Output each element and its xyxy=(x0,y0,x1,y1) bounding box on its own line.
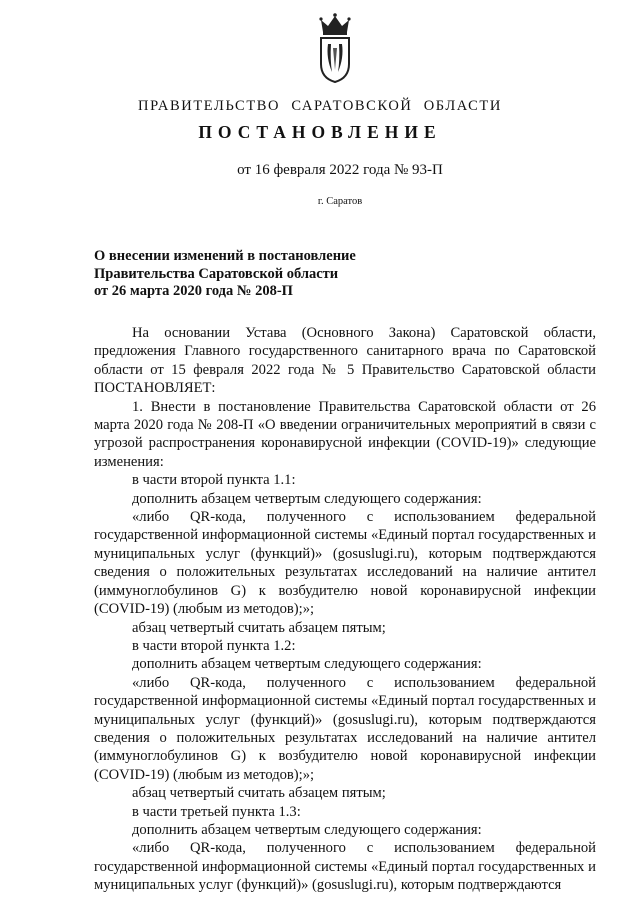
paragraph: абзац четвертый считать абзацем пятым; xyxy=(132,785,386,802)
date-number: от 16 февраля 2022 года № 93-П xyxy=(237,162,443,178)
document-subject xyxy=(94,248,454,301)
subject-line: от 26 марта 2020 года № 208-П xyxy=(94,283,293,299)
government-name: ПРАВИТЕЛЬСТВО САРАТОВСКОЙ ОБЛАСТИ xyxy=(138,98,502,114)
subject-line: Правительства Саратовской области xyxy=(94,265,339,282)
paragraph: «либо QR-кода, полученного с использованием федеральной государственной информационной системы «Единый портал государственных и муниципальных услуг (функций)» (gosuslugi.ru), которым подтверждаются xyxy=(94,840,596,894)
paragraph: 1. Внести в постановление Правительства Саратовской области от 26 марта 2020 года № 208-П «О введении ограничительных мероприятий в связи с угрозой распространения коронавирусной инфекции (COVID-19)» следующие изменения: xyxy=(94,398,596,470)
paragraph: «либо QR-кода, полученного с использованием федеральной государственной информационной системы «Единый портал государственных и муниципальных услуг (функций)» (gosuslugi.ru), которым подтверждаются сведения о положительных результатах исследований на наличие антител (иммуноглобулинов G) к возбудителю новой коронавирусной инфекции (COVID-19) (любым из методов);»; xyxy=(94,509,596,618)
paragraph: дополнить абзацем четвертым следующего содержания: xyxy=(132,490,482,507)
paragraph: абзац четвертый считать абзацем пятым; xyxy=(132,619,386,636)
paragraph: в части второй пункта 1.1: xyxy=(132,472,296,489)
paragraph: На основании Устава (Основного Закона) Саратовской области, предложения Главного государственного санитарного врача по Саратовской области от 15 февраля 2022 года № 5 Правительство Саратовской области ПОСТАНОВЛЯЕТ: xyxy=(94,325,596,397)
city: г. Саратов xyxy=(317,196,363,207)
document-body xyxy=(94,324,596,895)
paragraph: в части третьей пункта 1.3: xyxy=(132,803,301,820)
document-type: ПОСТАНОВЛЕНИЕ xyxy=(198,122,442,142)
paragraph: дополнить абзацем четвертым следующего содержания: xyxy=(132,821,482,838)
saratov-coat-of-arms-icon xyxy=(317,12,353,84)
paragraph: «либо QR-кода, полученного с использованием федеральной государственной информационной системы «Единый портал государственных и муниципальных услуг (функций)» (gosuslugi.ru), которым подтверждаются сведения о положительных результатах исследований на наличие антител (иммуноглобулинов G) к возбудителю новой коронавирусной инфекции (COVID-19) (любым из методов);»; xyxy=(94,674,596,783)
subject-line: О внесении изменений в постановление xyxy=(94,248,356,264)
paragraph: дополнить абзацем четвертым следующего содержания: xyxy=(132,656,482,673)
paragraph: в части второй пункта 1.2: xyxy=(132,637,296,654)
